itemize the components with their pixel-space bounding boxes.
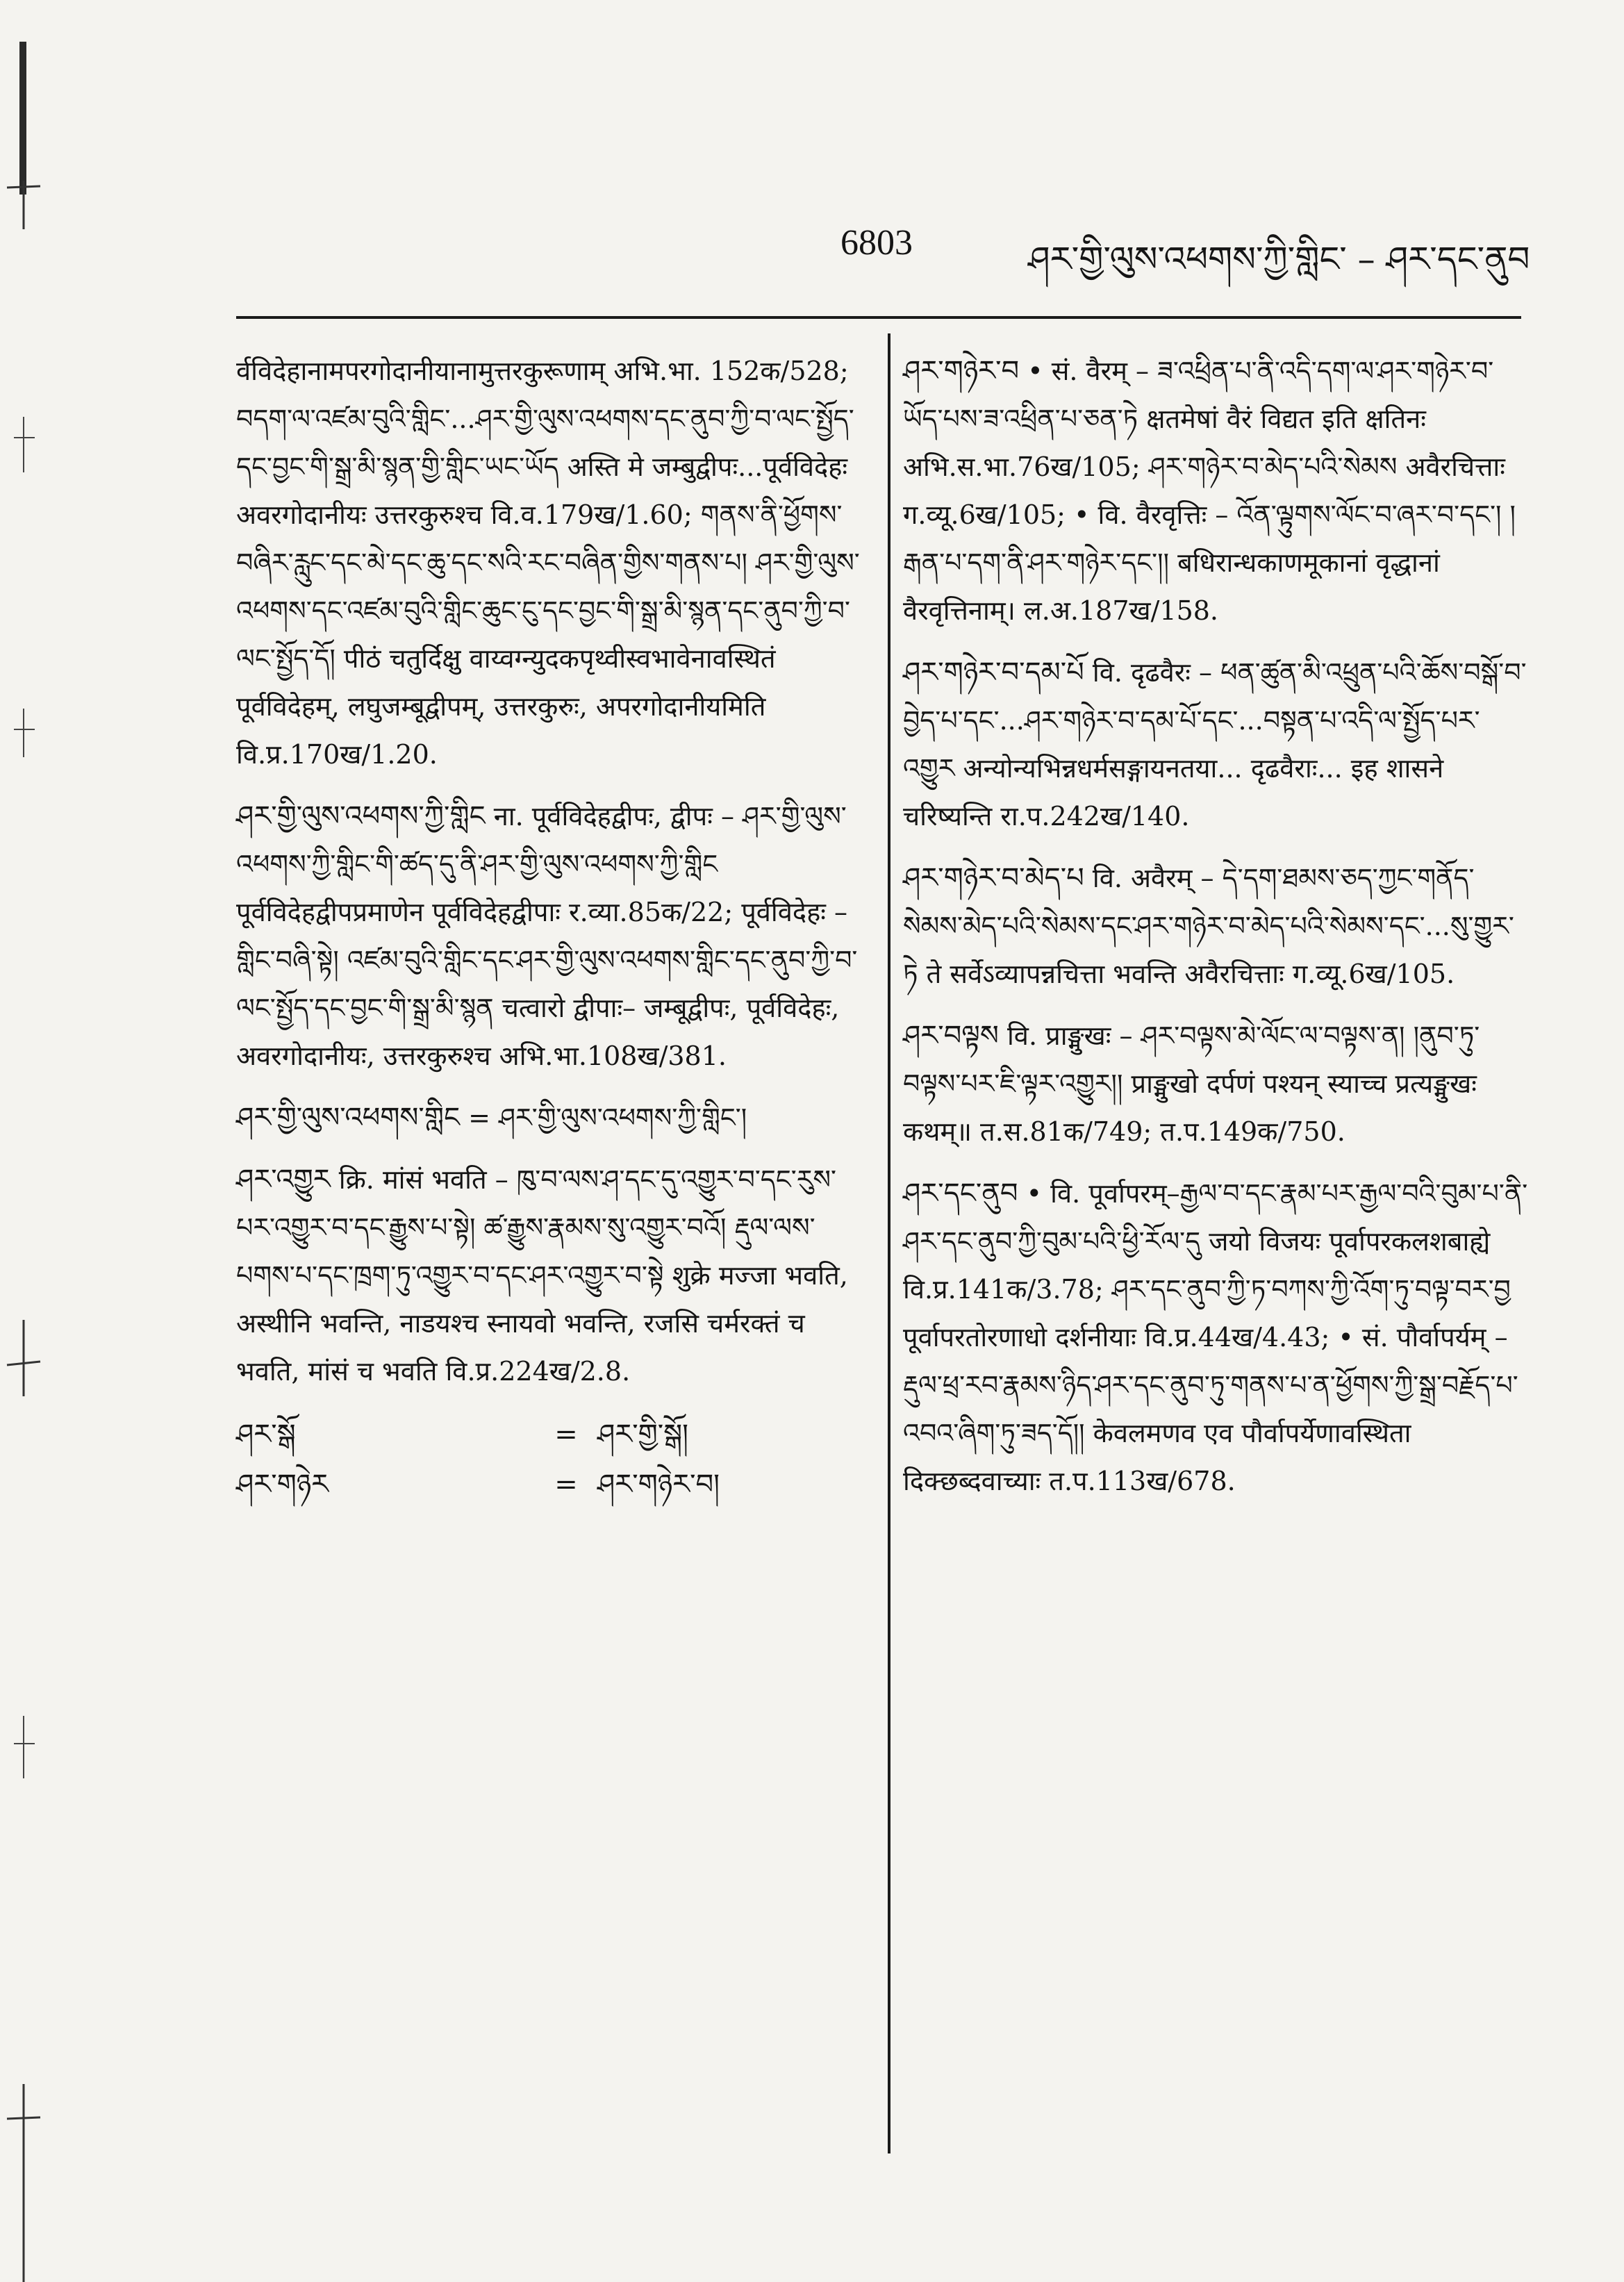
entry-body: वि. प्राङ्मुखः – ཤར་བལྟས་མེ་ལོང་ལ་བལྟས་ན། །ནུབ་ཏུ་བལྟས་པར་ཇི་ལྟར་འགྱུར།། प्राङ्मुखो दर्पणं पश्यन् स्याच्च प्रत्यङ्मुखः कथम्॥ त.स.81क/749; त.प.149क/750. xyxy=(903,1020,1480,1147)
dictionary-entry xyxy=(236,1094,861,1142)
xref-headword: ཤར་གཉེར xyxy=(236,1469,329,1500)
left-column xyxy=(236,347,861,1510)
xref-equals: = xyxy=(554,1469,578,1500)
entry-body: क्रि. मांसं भवति – ཁུ་བ་ལས་ཤ་དང་དུ་འགྱུར་བ་དང་རུས་པར་འགྱུར་བ་དང་རྒྱུས་པ་སྟེ། ཚ་རྒྱུས་རྣམས་སུ་འགྱུར་བའོ། རྡུལ་ལས་པགས་པ་དང་ཁྲག་ཏུ་འགྱུར་བ་དང་ཤར་འགྱུར་བ་སྟེ शुक्रे मज्जा भवति, अस्थीनि भवन्ति, नाडयश्च स्नायवो भवन्ति, रजसि चर्मरक्तं च भवति, मांसं च भवति वि.प्र.224ख/2.8. xyxy=(236,1164,848,1387)
page-number: 6803 xyxy=(840,223,913,263)
running-head: ཤར་གྱི་ལུས་འཕགས་ཀྱི་གླིང་ – ཤར་དང་ནུབ xyxy=(1028,239,1530,279)
entry-headword: ཤར་གཉེར་བ་མེད་པ xyxy=(903,862,1084,894)
entry-body: ना. पूर्वविदेहद्वीपः, द्वीपः – ཤར་གྱི་ལུས་འཕགས་ཀྱི་གླིང་གི་ཚད་དུ་ནི་ཤར་གྱི་ལུས་འཕགས་ཀྱི་གླིང पूर्वविदेहद्वीपप्रमाणेन पूर्वविदेहद्वीपाः र.व्या.85क/22; पूर्वविदेहः – གླིང་བཞི་སྟེ། འཛམ་བུའི་གླིང་དང་ཤར་གྱི་ལུས་འཕགས་གླིང་དང་ནུབ་ཀྱི་བ་ལང་སྤྱོད་དང་བྱང་གི་སྒྲ་མི་སྙན चत्वारो द्वीपाः– जम्बूद्वीपः, पूर्वविदेहः, अवरगोदानीयः, उत्तरकुरुश्च अभि.भा.108ख/381. xyxy=(236,801,858,1071)
cross-reference xyxy=(236,1409,861,1460)
header-rule xyxy=(236,316,1521,319)
entry-body: र्वविदेहानामपरगोदानीयानामुत्तरकुरूणाम् अभि.भा. 152क/528; བདག་ལ་འཛམ་བུའི་གླིང་...ཤར་གྱི་ལུས་འཕགས་དང་ནུབ་ཀྱི་བ་ལང་སྤྱོད་དང་བྱང་གི་སྒྲ་མི་སྙན་གྱི་གླིང་ཡང་ཡོད अस्ति मे जम्बुद्वीपः...पूर्वविदेहः अवरगोदानीयः उत्तरकुरुश्च वि.व.179ख/1.60; གནས་ནི་ཕྱོགས་བཞིར་རླུང་དང་མེ་དང་ཆུ་དང་སའི་རང་བཞིན་གྱིས་གནས་པ། ཤར་གྱི་ལུས་འཕགས་དང་འཛམ་བུའི་གླིང་ཆུང་ངུ་དང་བྱང་གི་སྒྲ་མི་སྙན་དང་ནུབ་ཀྱི་བ་ལང་སྤྱོད་དོ། पीठं चतुर्दिक्षु वाय्वग्न्युदकपृथ्वीस्वभावेनावस्थितं पूर्वविदेहम्, लघुजम्बूद्वीपम्, उत्तरकुरुः, अपरगोदानीयमिति वि.प्र.170ख/1.20. xyxy=(236,356,860,770)
entry-body: • वि. पूर्वापरम्–རྒྱལ་བ་དང་རྣམ་པར་རྒྱལ་བའི་བུམ་པ་ནི་ཤར་དང་ནུབ་ཀྱི་བུམ་པའི་ཕྱི་རོལ་དུ जयो विजयः पूर्वापरकलशबाह्ये वि.प्र.141क/3.78; ཤར་དང་ནུབ་ཀྱི་ཏ་བཀས་ཀྱི་འོག་ཏུ་བལྟ་བར་བྱ पूर्वापरतोरणाधो दर्शनीयाः वि.प्र.44ख/4.43; • सं. पौर्वापर्यम् – རྡུལ་ཕྲ་རབ་རྣམས་ཉིད་ཤར་དང་ནུབ་ཏུ་གནས་པ་ན་ཕྱོགས་ཀྱི་སྒྲ་བརྗོད་པ་འབའ་ཞིག་ཏུ་ཟད་དོ།། केवलमणव एव पौर्वापर्येणावस्थिता दिक्छब्दवाच्याः त.प.113ख/678. xyxy=(903,1178,1528,1496)
dictionary-entry xyxy=(903,347,1528,635)
xref-equals: = xyxy=(554,1419,578,1450)
xref-target: ཤར་གྱི་སྒོ། xyxy=(597,1419,689,1450)
dictionary-entry xyxy=(903,1170,1528,1505)
scan-edge-marks xyxy=(0,0,42,2282)
entry-headword: ཤར་གྱི་ལུས་འཕགས་ཀྱི་གླིང xyxy=(236,800,486,832)
entry-body: वि. दृढवैरः – ཕན་ཚུན་མི་འཕྲུན་པའི་ཆོས་བསྒོ་བ་བྱེད་པ་དང་...ཤར་གཉེར་བ་དམ་པོ་དང་...བསྟན་པ་འདི་ལ་སྤྱོད་པར་འགྱུར अन्योन्यभिन्नधर्मसङ्गायनतया... दृढवैराः... इह शासने चरिष्यन्ति रा.प.242ख/140. xyxy=(903,657,1527,832)
dictionary-entry xyxy=(236,793,861,1080)
entry-body: वि. अवैरम् – དེ་དག་ཐམས་ཅད་ཀྱང་གནོད་སེམས་མེད་པའི་སེམས་དང་ཤར་གཉེར་བ་མེད་པའི་སེམས་དང་...སུ་གྱུར་ཏེ ते सर्वेऽव्यापन्नचित्ता भवन्ति अवैरचित्ताः ग.व्यू.6ख/105. xyxy=(903,863,1514,989)
entry-headword: ཤར་གྱི་ལུས་འཕགས་གླིང xyxy=(236,1102,461,1134)
page-header xyxy=(799,208,1528,285)
dictionary-entry xyxy=(903,1012,1528,1156)
entry-headword: ཤར་དང་ནུབ xyxy=(903,1177,1018,1209)
cross-reference xyxy=(236,1460,861,1510)
entry-headword: ཤར་འགྱུར xyxy=(236,1164,331,1196)
entry-body: = ཤར་གྱི་ལུས་འཕགས་ཀྱི་གླིང་། xyxy=(460,1102,747,1133)
entry-body: • सं. वैरम् – ཟ་འཕྲིན་པ་ནི་འདི་དག་ལ་ཤར་གཉེར་བ་ཡོད་པས་ཟ་འཕྲིན་པ་ཅན་ཏེ क्षतमेषां वैरं विद्यत इति क्षतिनः अभि.स.भा.76ख/105; ཤར་གཉེར་བ་མེད་པའི་སེམས अवैरचित्ताः ग.व्यू.6ख/105; • वि. वैरवृत्तिः – འོན་ལྟུགས་ལོང་བ་ཞར་བ་དང་། །རྒན་པ་དག་ནི་ཤར་གཉེར་དང་།། बधिरान्धकाणमूकानां वृद्धानां वैरवृत्तिनाम्। ल.अ.187ख/158. xyxy=(903,356,1516,626)
xref-target: ཤར་གཉེར་བ། xyxy=(597,1469,720,1500)
dictionary-entry xyxy=(236,1156,861,1396)
entry-headword: ཤར་གཉེར་བ xyxy=(903,355,1020,387)
entry-headword: ཤར་བལྟས xyxy=(903,1020,999,1052)
dictionary-entry xyxy=(903,649,1528,841)
right-column xyxy=(903,347,1528,1519)
continued-entry xyxy=(236,347,861,779)
column-divider xyxy=(888,333,890,2153)
dictionary-entry xyxy=(903,854,1528,998)
xref-headword: ཤར་སྒོ xyxy=(236,1419,296,1450)
entry-headword: ཤར་གཉེར་བ་དམ་པོ xyxy=(903,656,1084,688)
